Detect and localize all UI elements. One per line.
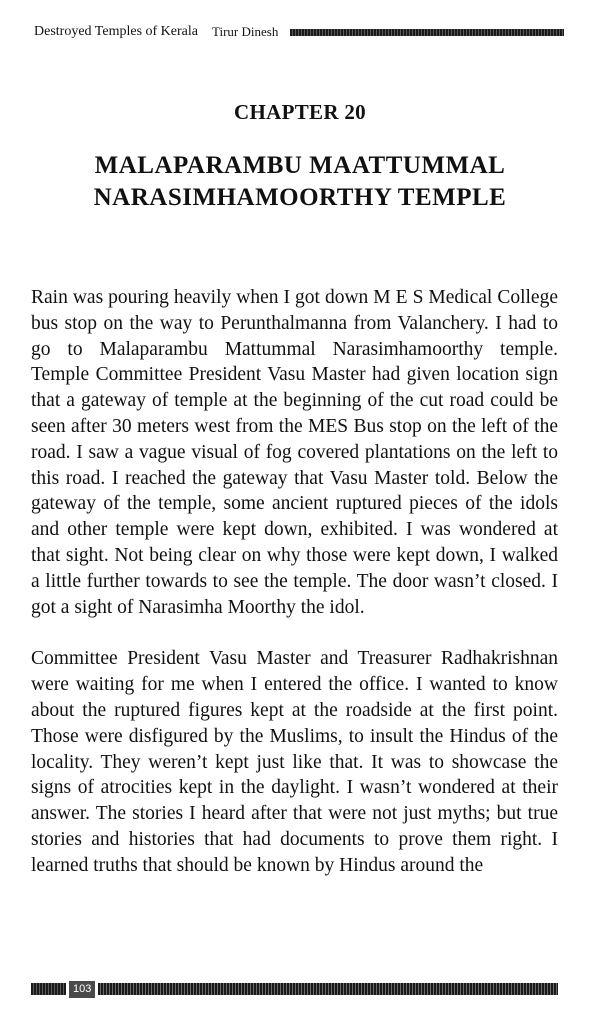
page-number: 103 <box>69 981 95 998</box>
paragraph-2: Committee President Vasu Master and Treasurer Radhakrishnan were waiting for me when I entered the office. I wanted to know about the ruptured figures kept at the roadside at the first point. Those were disfigured by the Muslims, to insult the Hindus of the locality. They weren’t kept just like that. It was to showcase the signs of atrocities kept in the daylight. I wasn’t wondered at their answer. The stories I heard after that were not just myths; but true stories and histories that had documents to prove them right. I learned truths that should be known by Hindus around the <box>31 648 558 876</box>
chapter-title-line-2: NARASIMHAMOORTHY TEMPLE <box>93 184 507 211</box>
chapter-label: CHAPTER 20 <box>234 100 366 124</box>
header-rule <box>290 29 564 36</box>
page-footer <box>31 980 558 998</box>
footer-rule-right <box>98 983 558 995</box>
footer-rule-left <box>31 983 66 995</box>
chapter-title-line-1: MALAPARAMBU MAATTUMMAL <box>94 152 506 179</box>
body-text <box>31 285 558 905</box>
running-header <box>34 22 564 42</box>
chapter-title <box>40 150 560 214</box>
book-title: Destroyed Temples of Kerala <box>34 24 198 39</box>
author-name: Tirur Dinesh <box>211 24 279 39</box>
paragraph-1: Rain was pouring heavily when I got down M E S Medical College bus stop on the way to Perunthalmanna from Valanchery. I had to go to Malaparambu Mattummal Narasimhamoorthy temple. Temple Committee President Vasu Master had given location sign that a gateway of temple at the beginning of the cut road could be seen after 30 meters west from the MES Bus stop on the left of the road. I saw a vague visual of fog covered plantations on the left to this road. I reached the gateway that Vasu Master told. Below the gateway of the temple, some ancient ruptured pieces of the idols and other temple were kept down, exhibited. I was wondered at that sight. Not being clear on why those were kept down, I walked a little further towards to see the temple. The door wasn’t closed. I got a sight of Narasimha Moorthy the idol. <box>31 287 558 618</box>
